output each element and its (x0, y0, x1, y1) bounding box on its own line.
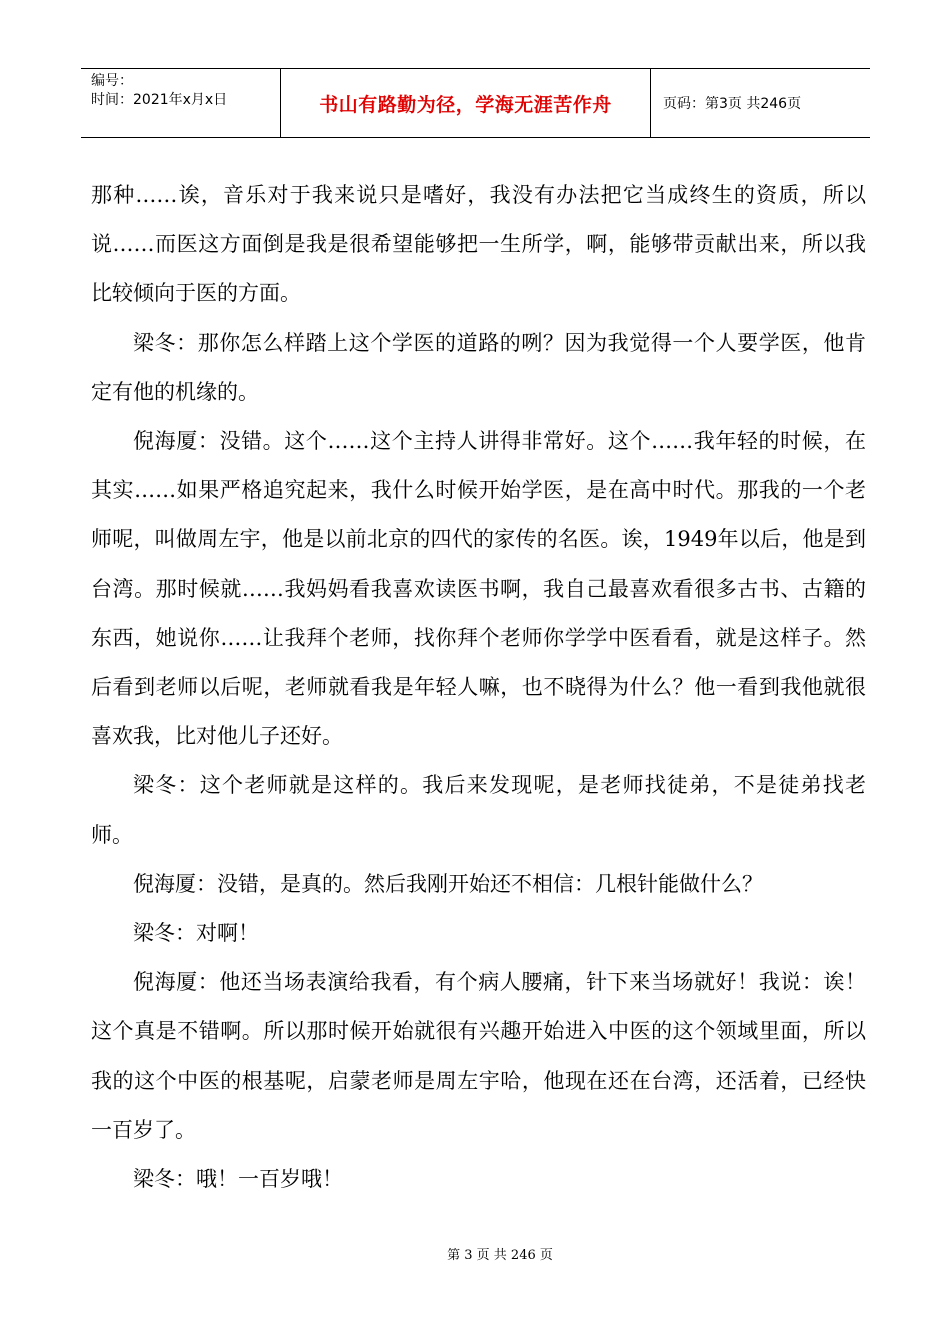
paragraph: 倪海厦：没错，是真的。然后我刚开始还不相信：几根针能做什么？ (133, 871, 763, 896)
date-label: 时间：2021年x月x日 (91, 92, 228, 108)
header-meta (81, 69, 281, 137)
header-motto: 书山有路勤为径，学海无涯苦作舟 (281, 69, 651, 137)
paragraph: 那种……诶，音乐对于我来说只是嗜好，我没有办法把它当成终生的资质，所以说……而医这方面倒是我是很希望能够把一生所学，啊，能够带贡献出来，所以我比较倾向于医的方面。 (91, 183, 866, 306)
paragraph: 倪海厦：他还当场表演给我看，有个病人腰痛，针下来当场就好！我说：诶！这个真是不错啊。所以那时候开始就很有兴趣开始进入中医的这个领域里面，所以我的这个中医的根基呢，启蒙老师是周左宇哈，他现在还在台湾，还活着，已经快一百岁了。 (91, 970, 866, 1142)
paragraph: 倪海厦：没错。这个……这个主持人讲得非常好。这个……我年轻的时候，在其实……如果严格追究起来，我什么时候开始学医，是在高中时代。那我的一个老师呢，叫做周左宇，他是以前北京的四代的家传的名医。诶，1949年以后，他是到台湾。那时候就……我妈妈看我喜欢读医书啊，我自己最喜欢看很多古书、古籍的东西，她说你……让我拜个老师，找你拜个老师你学学中医看看，就是这样子。然后看到老师以后呢，老师就看我是年轻人嘛，也不晓得为什么？他一看到我他就很喜欢我，比对他儿子还好。 (91, 429, 866, 749)
header-page-info: 页码：第3页 共246页 (663, 96, 802, 112)
paragraph: 梁冬：哦！一百岁哦！ (133, 1167, 343, 1192)
page-footer: 第 3 页 共 246 页 (447, 1248, 553, 1263)
number-label: 编号： (91, 73, 133, 89)
paragraph: 梁冬：对啊！ (133, 921, 259, 946)
paragraph: 梁冬：那你怎么样踏上这个学医的道路的咧？因为我觉得一个人要学医，他肯定有他的机缘的。 (91, 330, 866, 404)
paragraph: 梁冬：这个老师就是这样的。我后来发现呢，是老师找徒弟，不是徒弟找老师。 (91, 773, 866, 847)
document-header (81, 68, 870, 138)
document-body (91, 171, 866, 1204)
